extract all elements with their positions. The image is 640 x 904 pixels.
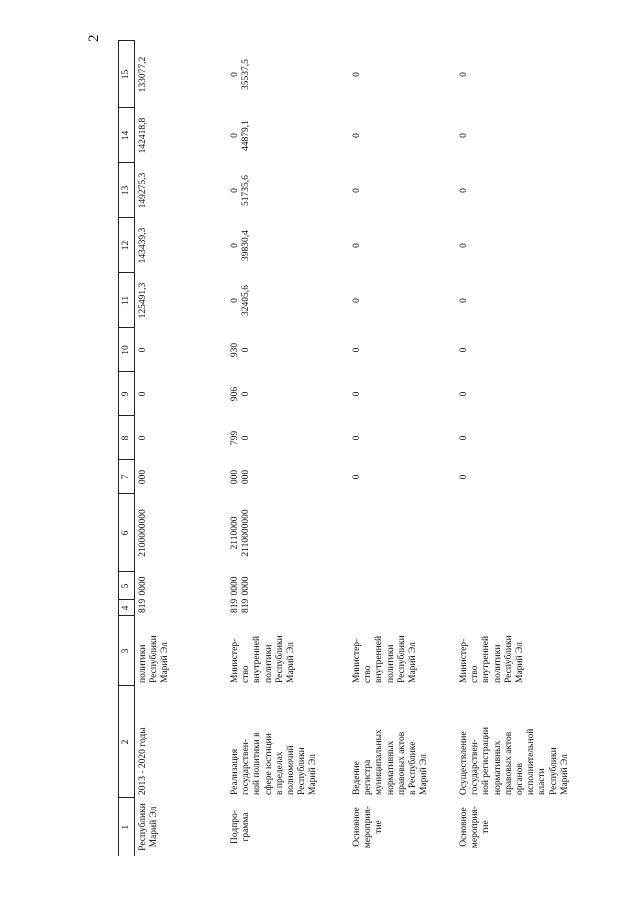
cell-line: 819	[241, 598, 252, 613]
cell-line: ство	[241, 665, 252, 683]
cell-line: 0	[352, 72, 362, 77]
cell-line: Республики	[297, 747, 308, 795]
cell-line: 0	[352, 435, 362, 441]
table-cell-col-2	[340, 686, 447, 798]
document-table-wrapper	[118, 41, 570, 856]
column-header: 6	[119, 494, 135, 572]
table-cell-col-5	[135, 572, 219, 600]
cell-line: 0000	[138, 576, 148, 596]
table-cell-col-9	[135, 372, 219, 416]
cell-line: муниципальных	[374, 729, 385, 795]
table-cell-col-2	[135, 686, 219, 798]
cell-line: Республики	[548, 747, 559, 795]
cell-line: государствен-	[241, 739, 252, 795]
table-row	[340, 41, 447, 856]
table-cell-col-15	[218, 41, 340, 108]
cell-line: нормативных	[492, 740, 503, 795]
cell-line: Марий Эл	[149, 806, 160, 848]
table-cell-col-4	[340, 600, 447, 616]
table-cell-col-8	[340, 416, 447, 460]
column-header: 3	[119, 616, 135, 686]
cell-line: 0	[459, 474, 469, 480]
cell-line: внутренней	[374, 635, 385, 683]
table-cell-col-12	[135, 218, 219, 273]
cell-line: 0	[241, 391, 252, 397]
cell-line: 0	[230, 298, 240, 303]
cell-line: в пределах	[274, 751, 285, 795]
table-cell-col-10	[135, 328, 219, 372]
table-cell-col-15	[135, 41, 219, 108]
column-header: 8	[119, 416, 135, 460]
cell-line: 000	[138, 469, 148, 485]
table-cell-col-12	[218, 218, 340, 273]
cell-line: Республики	[149, 635, 160, 683]
cell-line: органов	[515, 763, 526, 795]
table-cell-col-11	[340, 273, 447, 328]
table-cell-col-4	[447, 600, 579, 616]
table-cell-col-7	[340, 460, 447, 494]
cell-line: 906	[230, 386, 240, 402]
table-cell-col-15	[447, 41, 579, 108]
cell-line: 32405,6	[241, 285, 252, 316]
cell-line: 930	[230, 342, 240, 358]
cell-line: 0	[459, 347, 469, 353]
header-row	[119, 41, 135, 856]
column-header: 13	[119, 163, 135, 218]
cell-line: 0	[230, 188, 240, 193]
column-header: 5	[119, 572, 135, 600]
table-cell-col-3	[340, 616, 447, 686]
cell-line: 0	[352, 133, 362, 138]
cell-line: Марий Эл	[160, 642, 171, 683]
cell-line: 133077,2	[138, 56, 148, 93]
cell-line: мероприя-	[363, 805, 374, 849]
cell-line: 0	[352, 474, 362, 480]
cell-line: 142418,8	[138, 117, 148, 154]
cell-line: Марий Эл	[419, 754, 430, 795]
table-cell-col-10	[340, 328, 447, 372]
table-cell-col-14	[340, 108, 447, 163]
cell-line: сфере юстиции	[263, 733, 274, 795]
table-cell-col-14	[447, 108, 579, 163]
cell-line: 0000	[230, 576, 240, 596]
cell-line: правовых актов	[503, 731, 514, 795]
cell-line: Республики	[396, 635, 407, 683]
cell-line: 0	[459, 435, 469, 441]
table-cell-col-2	[447, 686, 579, 798]
cell-line: правовых актов	[396, 731, 407, 795]
table-cell-col-8	[447, 416, 579, 460]
column-header: 4	[119, 600, 135, 616]
table-body	[135, 41, 580, 856]
table-cell-col-6	[340, 494, 447, 572]
table-cell-col-6	[218, 494, 340, 572]
table-cell-col-13	[218, 163, 340, 218]
table-cell-col-1	[218, 798, 340, 856]
cell-line: 2013 - 2020 годы	[138, 727, 148, 795]
financing-table	[118, 41, 579, 857]
cell-line: государствен-	[470, 739, 481, 795]
table-cell-col-6	[135, 494, 219, 572]
cell-line: 000	[230, 469, 240, 485]
table-cell-col-5	[447, 572, 579, 600]
cell-line: внутренней	[252, 635, 263, 683]
cell-line: 0	[459, 133, 469, 138]
cell-line: 0000	[241, 576, 252, 596]
cell-line: 0	[459, 188, 469, 193]
table-cell-col-9	[340, 372, 447, 416]
table-cell-col-3	[135, 616, 219, 686]
cell-line: внутренней	[481, 635, 492, 683]
cell-line: тие	[481, 820, 492, 834]
table-cell-col-11	[447, 273, 579, 328]
table-cell-col-1	[135, 798, 219, 856]
cell-line: 149275,3	[138, 172, 148, 209]
column-header: 2	[119, 686, 135, 798]
table-cell-col-9	[218, 372, 340, 416]
cell-line: 35537,5	[241, 59, 252, 90]
cell-line: Марий Эл	[515, 642, 526, 683]
table-cell-col-7	[447, 460, 579, 494]
table-row	[218, 41, 340, 856]
cell-line: Республики	[503, 635, 514, 683]
cell-line: власти	[537, 768, 548, 795]
table-cell-col-7	[135, 460, 219, 494]
table-cell-col-1	[447, 798, 579, 856]
cell-line: Министер-	[459, 638, 469, 683]
table-cell-col-6	[447, 494, 579, 572]
cell-line: 51735,6	[241, 175, 252, 206]
cell-line: Основное	[352, 807, 362, 847]
cell-line: 39830,4	[241, 230, 252, 261]
cell-line: политики	[138, 644, 148, 683]
cell-line: 0	[230, 243, 240, 248]
cell-line: регистра	[363, 759, 374, 795]
column-header: 1	[119, 798, 135, 856]
cell-line: Марий Эл	[408, 642, 419, 683]
cell-line: ной политики в	[252, 732, 263, 795]
table-cell-col-10	[447, 328, 579, 372]
table-cell-col-4	[135, 600, 219, 616]
table-cell-col-5	[218, 572, 340, 600]
cell-line: ство	[363, 665, 374, 683]
table-row	[135, 41, 219, 856]
cell-line: 0	[352, 188, 362, 193]
table-cell-col-4	[218, 600, 340, 616]
cell-line: 2110000000	[241, 509, 252, 557]
cell-line: 0	[138, 347, 148, 353]
table-cell-col-12	[447, 218, 579, 273]
cell-line: Марий Эл	[559, 754, 570, 795]
cell-line: полномочий	[286, 745, 297, 795]
cell-line: нормативных	[385, 740, 396, 795]
column-header: 15	[119, 41, 135, 108]
cell-line: Министер-	[230, 638, 240, 683]
table-cell-col-5	[340, 572, 447, 600]
table-cell-col-3	[218, 616, 340, 686]
table-cell-col-13	[135, 163, 219, 218]
column-header: 12	[119, 218, 135, 273]
cell-line: Подпро-	[230, 810, 240, 844]
table-cell-col-9	[447, 372, 579, 416]
cell-line: 819	[230, 598, 240, 613]
cell-line: тие	[374, 820, 385, 834]
cell-line: ство	[470, 665, 481, 683]
cell-line: 0	[352, 298, 362, 303]
table-cell-col-1	[340, 798, 447, 856]
table-cell-col-3	[447, 616, 579, 686]
column-header: 7	[119, 460, 135, 494]
cell-line: 0	[138, 391, 148, 397]
table-cell-col-15	[340, 41, 447, 108]
cell-line: 0	[138, 435, 148, 441]
cell-line: 143439,3	[138, 227, 148, 264]
cell-line: 0	[241, 347, 252, 353]
table-cell-col-11	[135, 273, 219, 328]
table-cell-col-14	[218, 108, 340, 163]
cell-line: 0	[241, 435, 252, 441]
table-cell-col-13	[447, 163, 579, 218]
cell-line: Осуществление	[459, 731, 469, 795]
cell-line: политики	[385, 644, 396, 683]
cell-line: мероприя-	[470, 805, 481, 849]
cell-line: исполнительной	[526, 728, 537, 795]
page-number: 2	[86, 34, 102, 42]
cell-line: Марий Эл	[308, 754, 319, 795]
table-cell-col-8	[218, 416, 340, 460]
cell-line: Основное	[459, 807, 469, 847]
table-row	[447, 41, 579, 856]
table-cell-col-12	[340, 218, 447, 273]
cell-line: 2110000	[230, 516, 240, 550]
cell-line: 2100000000	[138, 509, 148, 557]
cell-line: политики	[263, 644, 274, 683]
cell-line: 0	[352, 391, 362, 397]
cell-line: Ведение	[352, 761, 362, 795]
cell-line: 0	[352, 347, 362, 353]
cell-line: Реализация	[230, 748, 240, 795]
cell-line: 0	[352, 243, 362, 248]
table-cell-col-8	[135, 416, 219, 460]
cell-line: 799	[230, 430, 240, 446]
column-header: 14	[119, 108, 135, 163]
cell-line: 0	[230, 133, 240, 138]
table-cell-col-10	[218, 328, 340, 372]
column-header: 11	[119, 273, 135, 328]
table-cell-col-14	[135, 108, 219, 163]
cell-line: Марий Эл	[286, 642, 297, 683]
table-cell-col-2	[218, 686, 340, 798]
cell-line: Министер-	[352, 638, 362, 683]
cell-line: ной регистрации	[481, 727, 492, 795]
cell-line: 0	[230, 72, 240, 77]
cell-line: Республики	[138, 803, 148, 851]
cell-line: 000	[241, 469, 252, 485]
cell-line: 0	[459, 298, 469, 303]
cell-line: 0	[459, 72, 469, 77]
column-header: 10	[119, 328, 135, 372]
table-cell-col-13	[340, 163, 447, 218]
cell-line: 819	[138, 598, 148, 613]
column-header: 9	[119, 372, 135, 416]
cell-line: 0	[459, 391, 469, 397]
cell-line: 0	[459, 243, 469, 248]
cell-line: грамма	[241, 812, 252, 842]
cell-line: политики	[492, 644, 503, 683]
cell-line: 44879,1	[241, 120, 252, 151]
table-cell-col-7	[218, 460, 340, 494]
table-cell-col-11	[218, 273, 340, 328]
cell-line: 125491,3	[138, 282, 148, 319]
cell-line: в Республике	[408, 741, 419, 795]
cell-line: Республики	[274, 635, 285, 683]
